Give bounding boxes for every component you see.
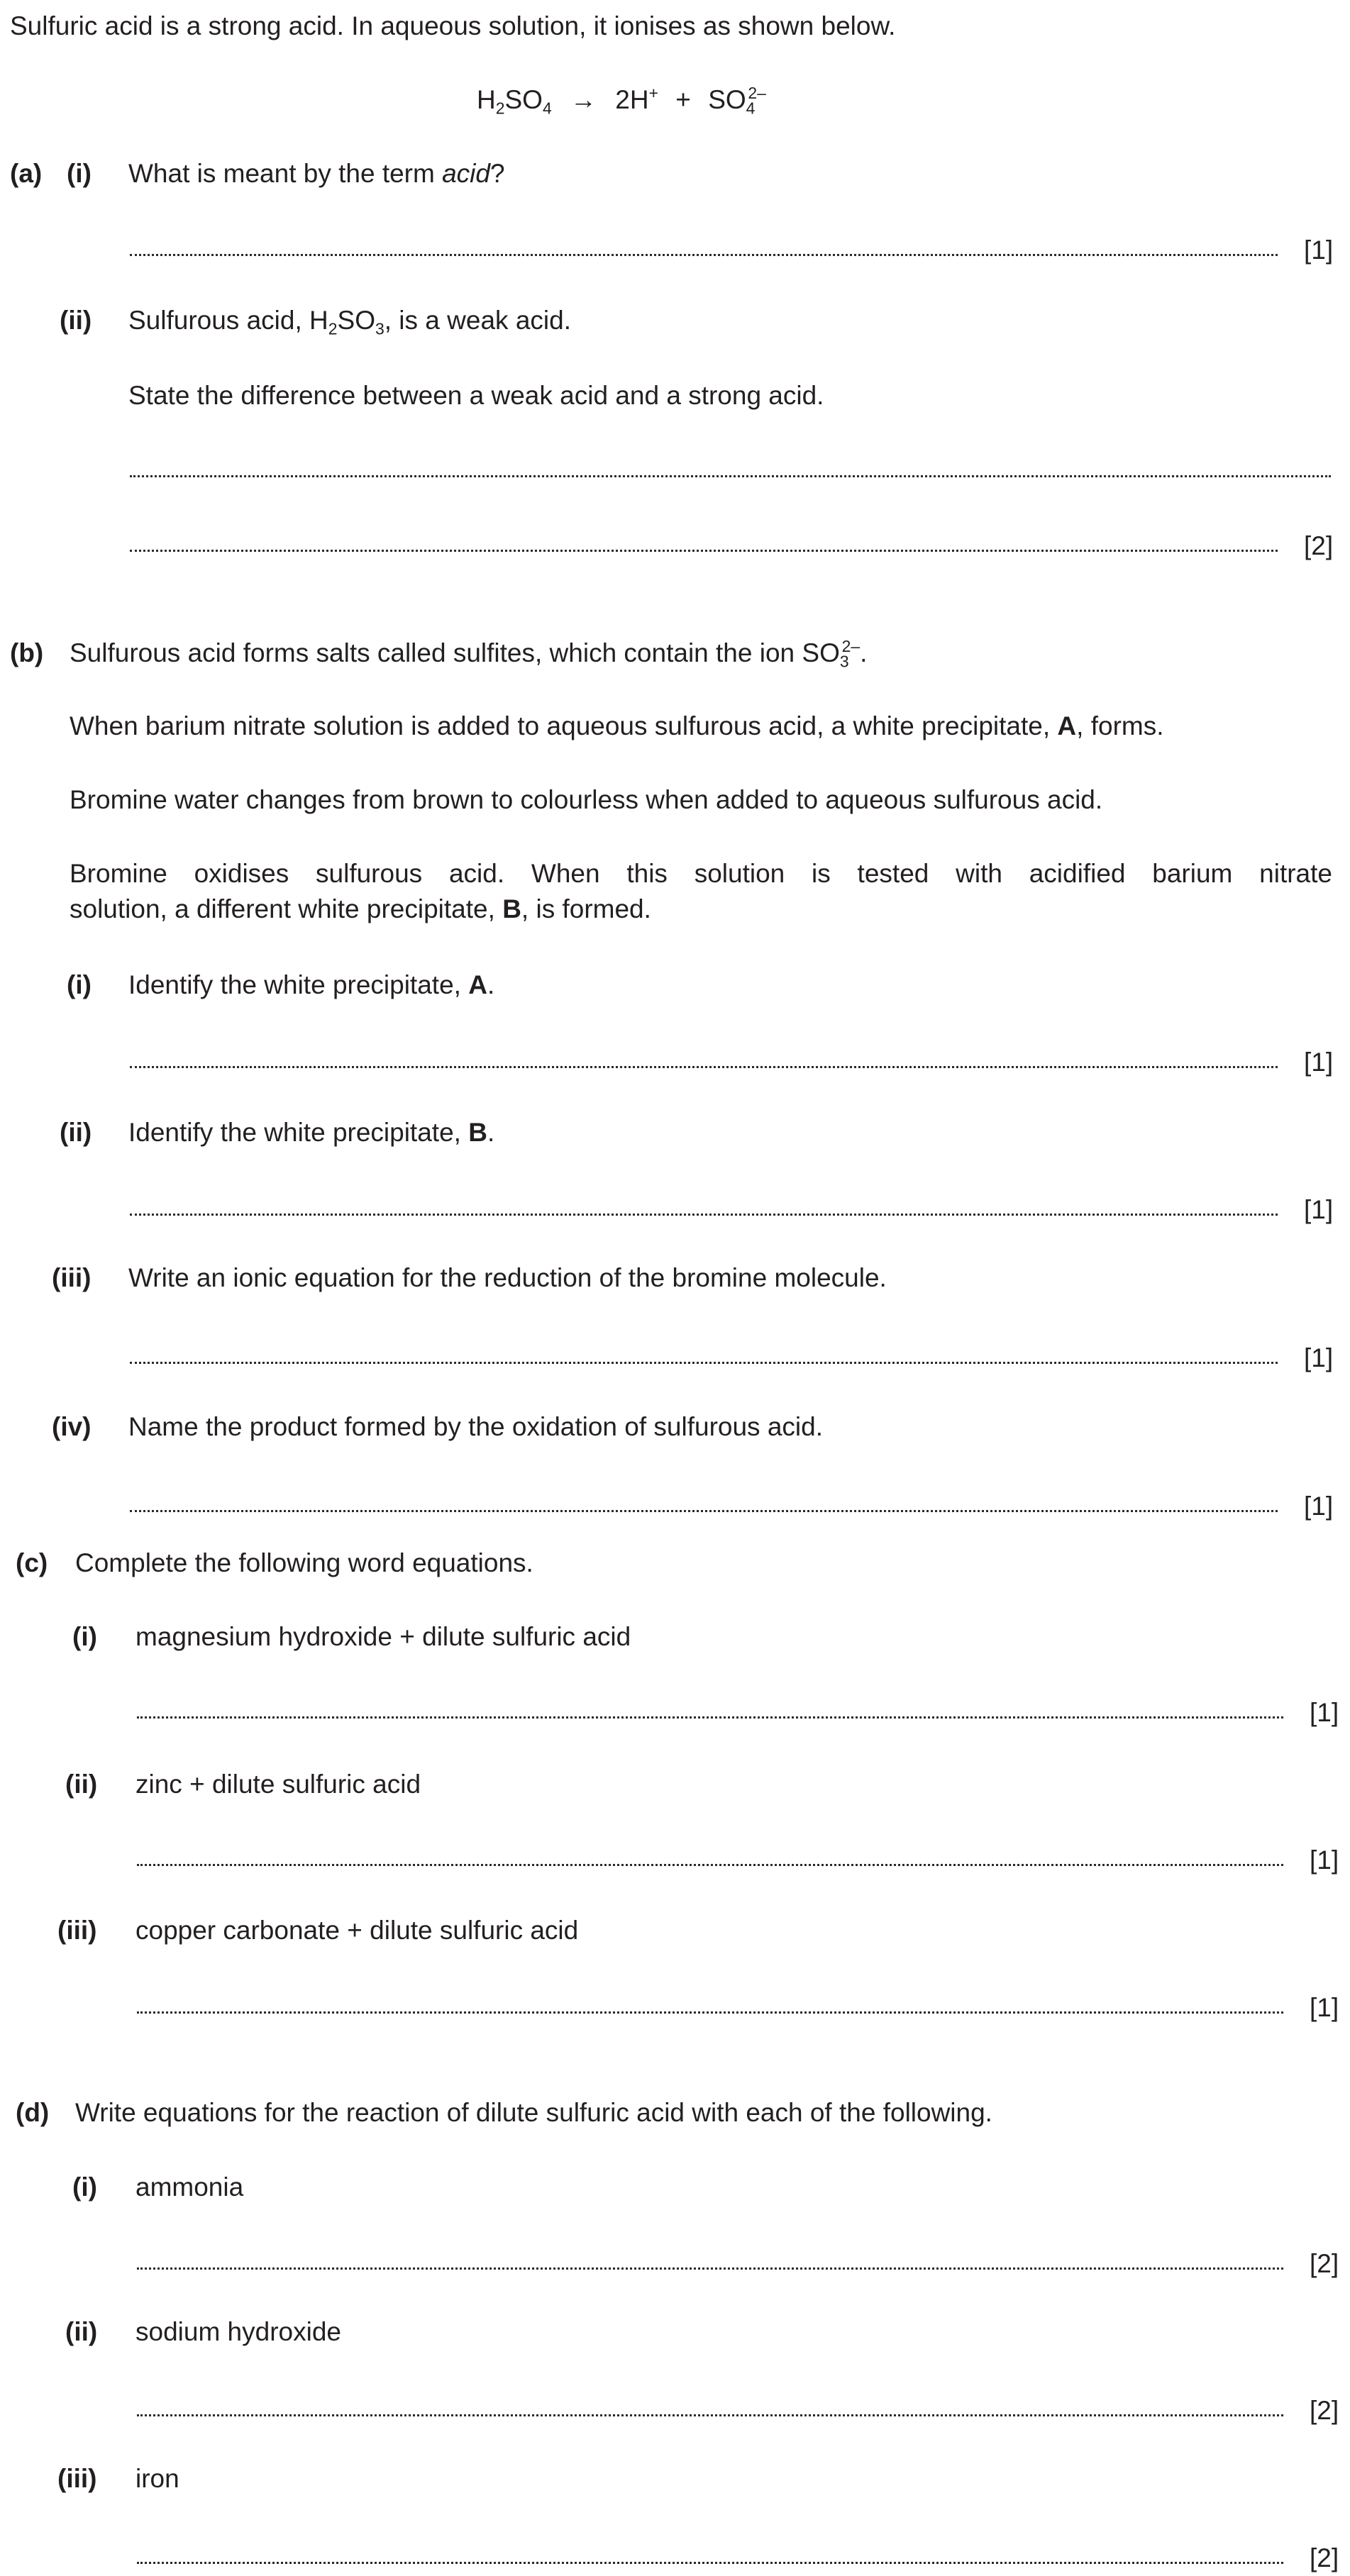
part-b-iii-question: Write an ionic equation for the reduction of the bromine molecule. (128, 1263, 887, 1292)
part-b-intro: Sulfurous acid forms salts called sulfites, which contain the ion $SO_3^{2-}$. (70, 636, 868, 671)
intro-text: Sulfuric acid is a strong acid. In aqueous solution, it ionises as shown below. (10, 11, 896, 40)
answer-line-c-ii[interactable] (137, 1864, 1283, 1866)
part-d-i-label: (i) (72, 2172, 97, 2202)
part-d-ii-label: (ii) (65, 2317, 98, 2346)
answer-line-c-iii[interactable] (137, 2011, 1283, 2014)
part-b-para3-line2: solution, a different white precipitate, B, is formed. (70, 894, 651, 923)
mark-a-ii: [2] (1304, 531, 1334, 560)
part-b-ii-question: Identify the white precipitate, B. (128, 1118, 495, 1147)
part-c-i-question: magnesium hydroxide + dilute sulfuric acid (135, 1622, 631, 1651)
part-a-label: (a) (10, 159, 43, 188)
answer-line-a-i[interactable] (130, 254, 1278, 256)
mark-c-i: [1] (1310, 1698, 1339, 1727)
part-d-label: (d) (16, 2098, 50, 2127)
part-b-para2: Bromine water changes from brown to colourless when added to aqueous sulfurous acid. (70, 785, 1103, 814)
ionisation-equation: $H_2SO_4 \to 2H^+ + SO_4^{2-}$ (477, 83, 766, 118)
mark-b-i: [1] (1304, 1048, 1334, 1077)
part-d-iii-question: iron (135, 2464, 179, 2493)
mark-c-iii: [1] (1310, 1993, 1339, 2022)
part-c-intro: Complete the following word equations. (75, 1548, 533, 1577)
answer-line-d-iii[interactable] (137, 2562, 1283, 2564)
part-a-ii-label: (ii) (60, 306, 92, 335)
part-a-ii-question: Sulfurous acid, $H_2SO_3$, is a weak acid. (128, 306, 571, 338)
answer-line-b-iv[interactable] (130, 1510, 1278, 1512)
part-c-ii-question: zinc + dilute sulfuric acid (135, 1770, 421, 1799)
part-d-iii-label: (iii) (57, 2464, 97, 2493)
part-b-i-question: Identify the white precipitate, A. (128, 970, 495, 999)
answer-line-d-i[interactable] (137, 2267, 1283, 2270)
answer-line-a-ii-2[interactable] (130, 550, 1278, 552)
mark-d-ii: [2] (1310, 2396, 1339, 2425)
part-d-intro: Write equations for the reaction of dilute sulfuric acid with each of the following. (75, 2098, 992, 2127)
mark-c-ii: [1] (1310, 1845, 1339, 1875)
answer-line-b-ii[interactable] (130, 1214, 1278, 1216)
part-b-para1: When barium nitrate solution is added to aqueous sulfurous acid, a white precipitate, A, forms. (70, 711, 1164, 740)
answer-line-a-ii-1[interactable] (130, 475, 1331, 477)
part-b-iv-label: (iv) (52, 1412, 92, 1441)
reaction-arrow: → (570, 85, 597, 114)
part-c-i-label: (i) (72, 1622, 97, 1651)
part-d-ii-question: sodium hydroxide (135, 2317, 341, 2346)
part-d-i-question: ammonia (135, 2172, 244, 2202)
part-a-ii-instruction: State the difference between a weak acid and a strong acid. (128, 381, 824, 410)
mark-b-iv: [1] (1304, 1492, 1334, 1521)
mark-b-ii: [1] (1304, 1195, 1334, 1224)
answer-line-c-i[interactable] (137, 1716, 1283, 1719)
part-a-i-question: What is meant by the term acid? (128, 159, 505, 188)
mark-b-iii: [1] (1304, 1343, 1334, 1372)
part-b-iii-label: (iii) (52, 1263, 92, 1292)
mark-d-iii: [2] (1310, 2543, 1339, 2572)
mark-d-i: [2] (1310, 2249, 1339, 2278)
part-c-label: (c) (16, 1548, 48, 1577)
mark-a-i: [1] (1304, 235, 1334, 265)
part-c-ii-label: (ii) (65, 1770, 98, 1799)
answer-line-d-ii[interactable] (137, 2414, 1283, 2416)
part-c-iii-question: copper carbonate + dilute sulfuric acid (135, 1916, 579, 1945)
part-b-label: (b) (10, 638, 44, 667)
part-b-iv-question: Name the product formed by the oxidation of sulfurous acid. (128, 1412, 823, 1441)
answer-line-b-iii[interactable] (130, 1362, 1278, 1364)
part-a-i-label: (i) (67, 159, 92, 188)
part-b-ii-label: (ii) (60, 1118, 92, 1147)
part-c-iii-label: (iii) (57, 1916, 97, 1945)
part-b-i-label: (i) (67, 970, 92, 999)
answer-line-b-i[interactable] (130, 1066, 1278, 1068)
part-b-para3-line1: Bromine oxidises sulfurous acid. When this solution is tested with acidified barium nitrate (70, 859, 1332, 888)
